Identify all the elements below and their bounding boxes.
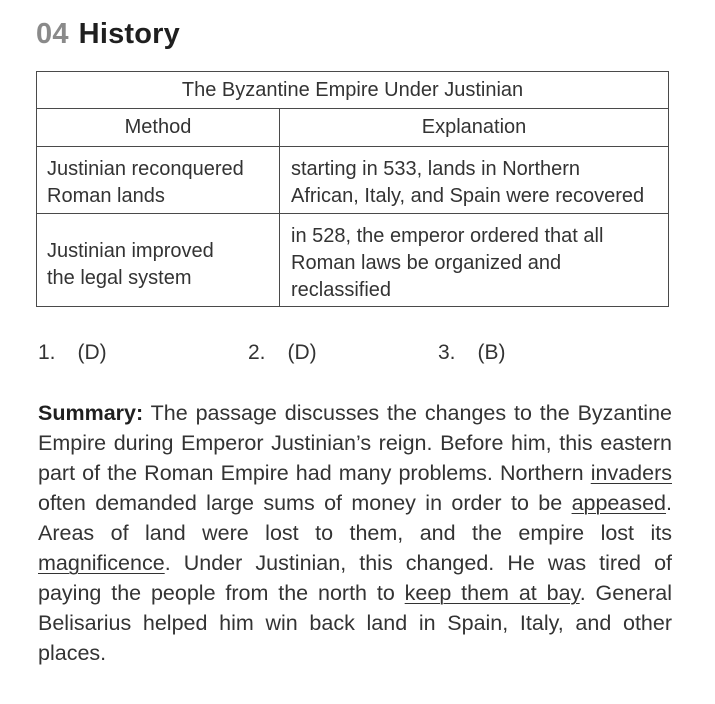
summary-text: often demanded large sums of money in order to be: [38, 491, 572, 515]
underlined-term: appeased: [571, 491, 667, 515]
answer-item: [38, 341, 107, 365]
summary-paragraph: [38, 398, 672, 668]
summary-text: . Areas of land were lost to them, and the empire lost its: [38, 491, 672, 545]
answer-key: [0, 341, 715, 369]
section-number: 04: [36, 18, 69, 50]
method-cell: [37, 147, 280, 214]
column-header-explanation: Explanation: [280, 109, 669, 147]
explanation-cell: [280, 214, 669, 307]
cell-line: the legal system: [47, 267, 192, 289]
answer-number: 1.: [38, 341, 56, 364]
cell-line: Roman laws be organized and: [291, 252, 562, 274]
section-heading: [36, 18, 180, 51]
cell-line: Justinian reconquered: [47, 158, 244, 180]
underlined-term: keep them at bay: [404, 581, 580, 605]
table-row: [37, 214, 669, 307]
method-cell: [37, 214, 280, 307]
summary-text: . Under Justinian, this changed. He was tired of paying the people from the north to: [38, 551, 672, 605]
section-title: History: [78, 18, 180, 50]
column-header-method: Method: [37, 109, 280, 147]
summary-text: . General Belisarius helped him win back land in Spain, Italy, and other places.: [38, 581, 673, 665]
summary-text: The passage discusses the changes to the Byzantine Empire during Emperor Justinian’s reign. Before him, this eastern part of the Roman Empire had many problems. Northern: [38, 401, 672, 485]
explanation-cell: [280, 147, 669, 214]
answer-value: (B): [477, 341, 506, 364]
answer-number: 3.: [438, 341, 456, 364]
cell-line: Roman lands: [47, 185, 165, 207]
cell-line: Justinian improved: [47, 240, 214, 262]
cell-line: starting in 533, lands in Northern: [291, 158, 581, 180]
answer-number: 2.: [248, 341, 266, 364]
cell-line: reclassified: [291, 279, 392, 301]
justinian-table: [36, 71, 669, 307]
summary-label: Summary:: [38, 401, 144, 425]
answer-value: (D): [287, 341, 317, 364]
answer-item: [438, 341, 506, 365]
underlined-term: magnificence: [38, 551, 165, 575]
underlined-term: invaders: [590, 461, 672, 485]
cell-line: in 528, the emperor ordered that all: [291, 225, 604, 247]
answer-value: (D): [77, 341, 107, 364]
table-title: The Byzantine Empire Under Justinian: [37, 72, 669, 109]
answer-item: [248, 341, 317, 365]
cell-line: African, Italy, and Spain were recovered: [291, 185, 645, 207]
table-row: [37, 147, 669, 214]
